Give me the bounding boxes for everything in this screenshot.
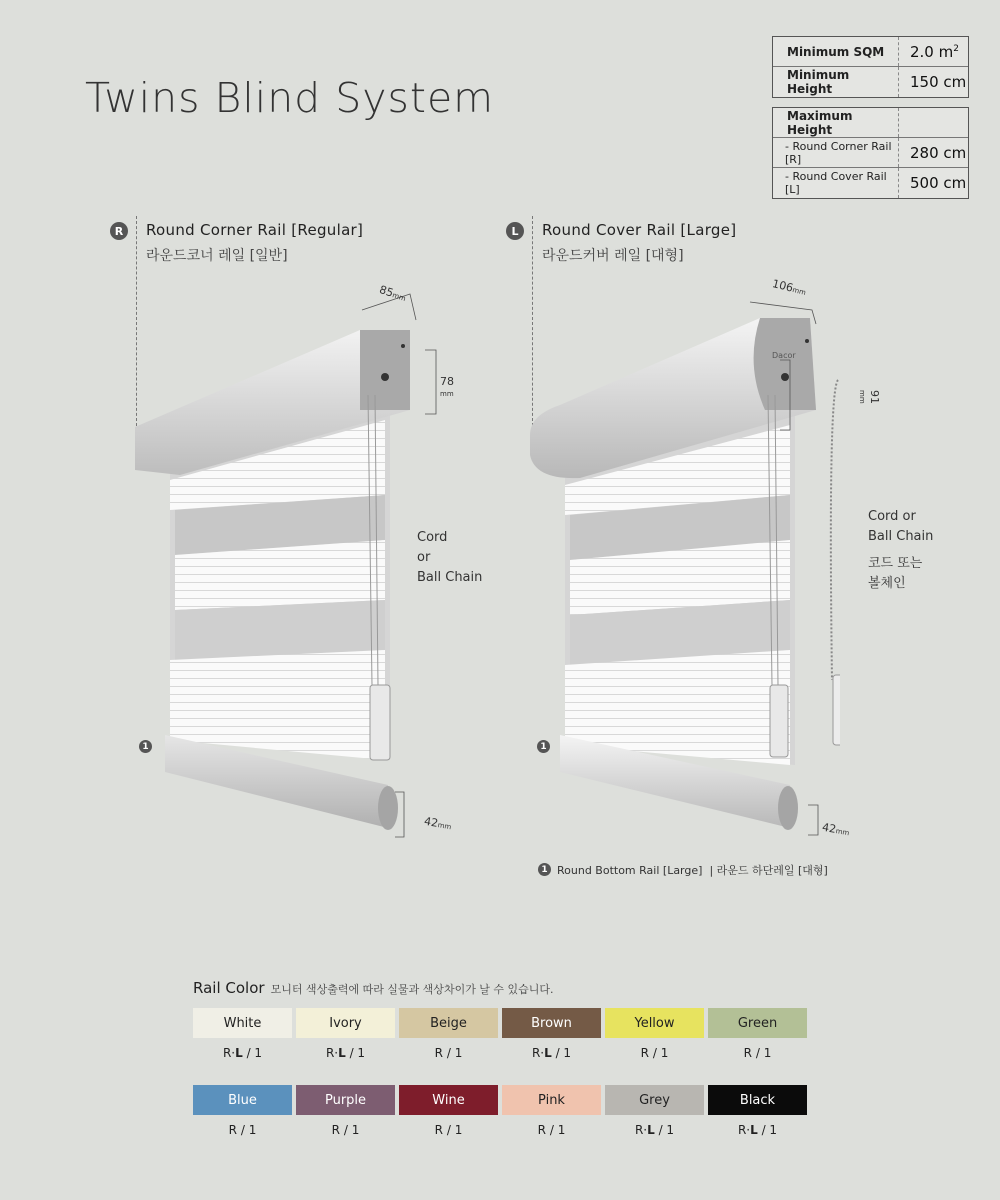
color-availability-beige (399, 1046, 498, 1060)
code-count: / 1 (443, 1046, 463, 1060)
color-swatch-ivory: Ivory (296, 1008, 395, 1038)
footnote-text: Round Bottom Rail [Large] | 라운드 하단레일 [대형] (557, 864, 828, 877)
code-rail: R (434, 1046, 444, 1060)
color-availability-white (193, 1046, 292, 1060)
left-title-ko: 라운드코너 레일 [일반] (146, 248, 288, 264)
code-count: / 1 (546, 1123, 566, 1137)
left-bottom-rail-marker: 1 (139, 740, 152, 753)
spec-row-min-sqm (773, 37, 968, 67)
color-availability-green (708, 1046, 807, 1060)
right-height-dim: 91 mm (858, 390, 881, 404)
code-rail: R (434, 1123, 444, 1137)
left-bottom-dim: 42mm (423, 814, 452, 832)
spec-key: Minimum Height (773, 67, 899, 97)
rail-color-row-2 (193, 1085, 813, 1145)
color-availability-wine (399, 1123, 498, 1137)
color-swatch-brown: Brown (502, 1008, 601, 1038)
color-swatch-purple: Purple (296, 1085, 395, 1115)
color-swatch-white: White (193, 1008, 292, 1038)
left-height-dim: 78 mm (440, 375, 454, 398)
rail-logo: Dacor (772, 351, 796, 360)
page-title: Twins Blind System (85, 74, 495, 122)
color-availability-black (708, 1123, 807, 1137)
code-rail: R· (325, 1046, 339, 1060)
color-swatch-wine: Wine (399, 1085, 498, 1115)
color-swatch-green: Green (708, 1008, 807, 1038)
badge-r: R (110, 222, 128, 240)
spec-value: 500 cm (910, 174, 967, 192)
left-title-en: Round Corner Rail [Regular] (146, 221, 364, 239)
left-cord-label: Cord or Ball Chain (417, 530, 483, 585)
spec-value: 150 cm (910, 73, 967, 91)
spec-key: Maximum Height (773, 108, 899, 137)
spec-key: - Round Cover Rail [L] (773, 168, 899, 198)
spec-key: - Round Corner Rail [R] (773, 138, 899, 167)
color-swatch-blue: Blue (193, 1085, 292, 1115)
right-title-ko: 라운드커버 레일 [대형] (542, 248, 684, 264)
code-count: / 1 (551, 1046, 572, 1060)
color-swatch-yellow: Yellow (605, 1008, 704, 1038)
badge-l: L (506, 222, 524, 240)
right-title-en: Round Cover Rail [Large] (542, 221, 737, 239)
spec-table-maximum (772, 107, 969, 199)
rail-color-heading: Rail Color 모니터 색상출력에 따라 실물과 색상차이가 날 수 있습니다. (193, 979, 554, 997)
ball-chain (831, 380, 840, 680)
color-availability-brown (502, 1046, 601, 1060)
color-availability-purple (296, 1123, 395, 1137)
spec-row-round-corner (773, 138, 968, 168)
spec-table-minimum (772, 36, 969, 98)
color-swatch-black: Black (708, 1085, 807, 1115)
code-count: / 1 (654, 1123, 675, 1137)
color-availability-pink (502, 1123, 601, 1137)
color-availability-ivory (296, 1046, 395, 1060)
color-availability-yellow (605, 1046, 704, 1060)
rail-color-row-1 (193, 1008, 813, 1068)
code-large: L (544, 1046, 552, 1060)
spec-row-min-height (773, 67, 968, 97)
right-bottom-rail-marker: 1 (537, 740, 550, 753)
right-cord-label: Cord or Ball Chain 코드 또는 볼체인 (868, 509, 934, 591)
code-large: L (338, 1046, 346, 1060)
left-blind-illustration (120, 280, 460, 860)
code-large: L (235, 1046, 243, 1060)
code-count: / 1 (752, 1046, 772, 1060)
left-width-dim: 85mm (377, 283, 407, 304)
spec-value: 280 cm (910, 143, 967, 162)
spec-row-round-cover (773, 168, 968, 198)
code-rail: R· (222, 1046, 236, 1060)
color-availability-grey (605, 1123, 704, 1137)
code-rail: R (228, 1123, 238, 1137)
code-rail: R (331, 1123, 341, 1137)
spec-value: 2.0 $m^2$ (910, 42, 959, 61)
code-count: / 1 (649, 1046, 669, 1060)
code-rail: R· (634, 1123, 648, 1137)
color-swatch-grey: Grey (605, 1085, 704, 1115)
code-count: / 1 (242, 1046, 263, 1060)
code-count: / 1 (757, 1123, 778, 1137)
code-large: L (750, 1123, 758, 1137)
code-rail: R (640, 1046, 650, 1060)
code-rail: R· (531, 1046, 545, 1060)
code-rail: R· (737, 1123, 751, 1137)
color-swatch-pink: Pink (502, 1085, 601, 1115)
code-count: / 1 (345, 1046, 366, 1060)
spec-row-max-height (773, 108, 968, 138)
code-rail: R (537, 1123, 547, 1137)
color-swatch-beige: Beige (399, 1008, 498, 1038)
spec-key: Minimum SQM (773, 37, 899, 66)
code-count: / 1 (443, 1123, 463, 1137)
color-availability-blue (193, 1123, 292, 1137)
code-rail: R (743, 1046, 753, 1060)
code-count: / 1 (237, 1123, 257, 1137)
right-bottom-dim: 42mm (821, 820, 850, 838)
code-large: L (647, 1123, 655, 1137)
right-width-dim: 106mm (770, 277, 807, 298)
spacer (868, 547, 933, 554)
footnote-marker: 1 (538, 863, 551, 876)
right-blind-illustration (520, 280, 840, 860)
code-count: / 1 (340, 1123, 360, 1137)
